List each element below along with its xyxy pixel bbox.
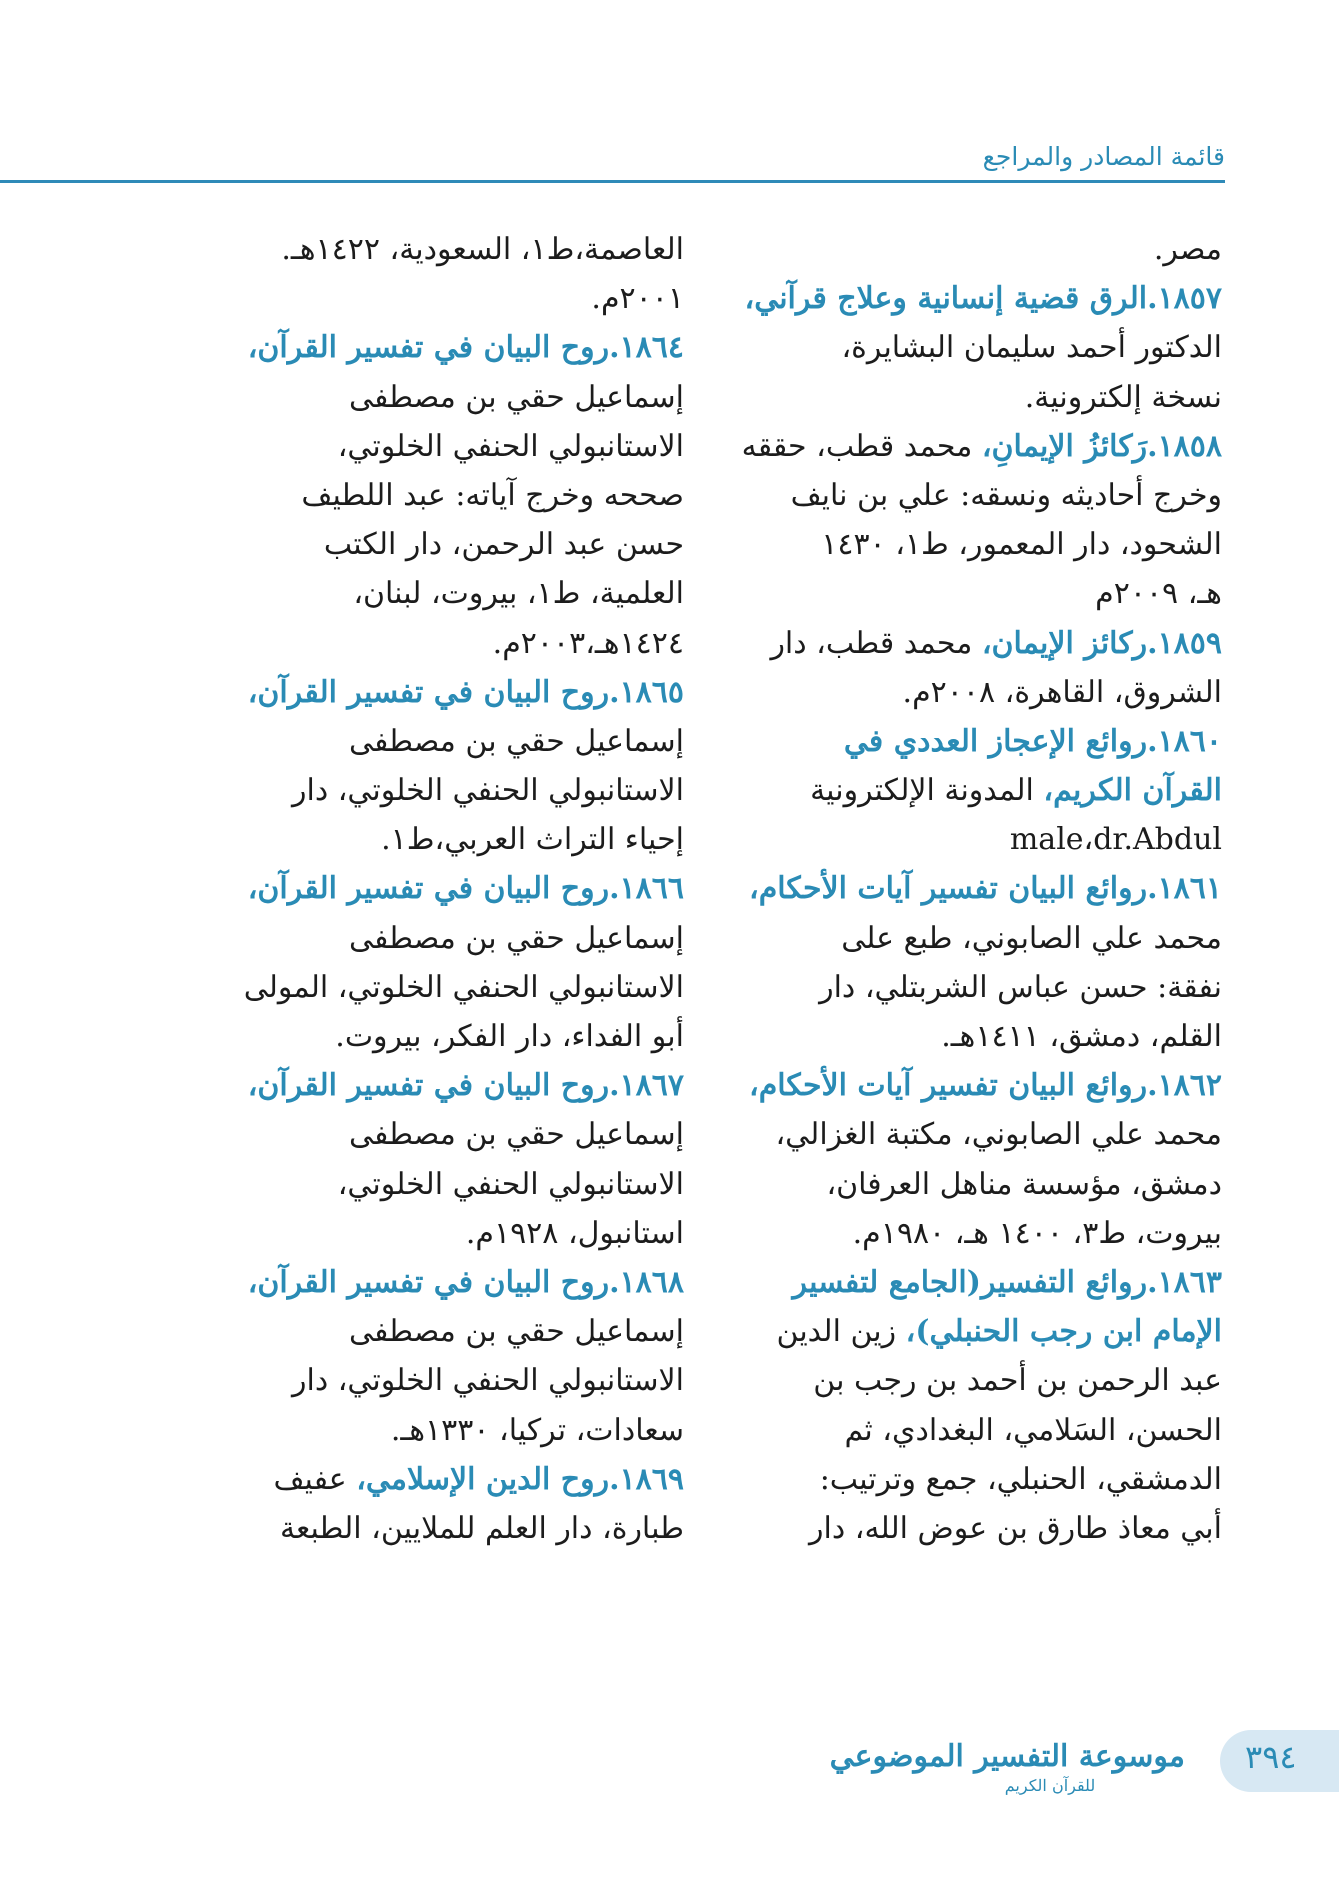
- line-text: طبارة، دار العلم للملايين، الطبعة: [279, 1510, 684, 1546]
- right-column-line: [744, 766, 1222, 815]
- line-text: العاصمة،ط١، السعودية، ١٤٢٢هـ.: [281, 232, 684, 267]
- right-column-line: [744, 717, 1222, 766]
- entry-title: روائع التفسير(الجامع لتفسير: [792, 1264, 1148, 1300]
- left-column-line: [214, 274, 684, 323]
- right-column-line: [744, 1406, 1222, 1455]
- line-text: الاستانبولي الحنفي الخلوتي،: [337, 1166, 684, 1202]
- left-column-line: [214, 668, 684, 717]
- line-text: العلمية، ط١، بيروت، لبنان،: [353, 576, 684, 612]
- left-column-line: [214, 1406, 684, 1455]
- line-text: هـ، ٢٠٠٩م: [1095, 576, 1222, 612]
- entry-title: الإمام ابن رجب الحنبلي)،: [905, 1314, 1222, 1350]
- left-column-line: [214, 520, 684, 569]
- right-column: [741, 225, 1222, 1553]
- entry-title: روح البيان في تفسير القرآن،: [247, 1264, 610, 1300]
- right-column-line: [744, 1160, 1222, 1209]
- entry-number: ١٨٦٤.: [609, 330, 684, 366]
- left-column-line: [214, 1258, 684, 1307]
- line-text: الاستانبولي الحنفي الخلوتي،: [337, 428, 684, 464]
- right-column-line: [744, 1356, 1222, 1405]
- right-column-line: [744, 373, 1222, 422]
- entry-text: محمد قطب، دار: [770, 625, 982, 661]
- left-column-line: [214, 471, 684, 520]
- entry-text: عفيف: [273, 1461, 357, 1497]
- line-text: نسخة إلكترونية.: [1024, 379, 1222, 415]
- entry-text: محمد قطب، حققه: [741, 428, 982, 464]
- right-column-line: [744, 815, 1222, 864]
- left-column-line: [214, 864, 684, 913]
- right-column-line: [744, 1455, 1222, 1504]
- entry-title: روائع البيان تفسير آيات الأحكام،: [749, 1068, 1148, 1104]
- line-text: الدمشقي، الحنبلي، جمع وترتيب:: [819, 1461, 1222, 1497]
- right-column-line: [744, 1209, 1222, 1258]
- line-text: استانبول، ١٩٢٨م.: [465, 1215, 684, 1251]
- line-text: محمد علي الصابوني، طبع على: [841, 920, 1222, 956]
- entry-number: ١٨٦٩.: [609, 1461, 684, 1497]
- left-column-line: [214, 766, 684, 815]
- entry-title: رَكائزُ الإيمانِ،: [981, 428, 1148, 464]
- entry-number: ١٨٦٠.: [1147, 723, 1222, 759]
- right-column-line: [744, 1061, 1222, 1110]
- line-text: نفقة: حسن عباس الشربتلي، دار: [819, 969, 1222, 1005]
- left-column-line: [214, 619, 684, 668]
- line-text: سعادات، تركيا، ١٣٣٠هـ.: [390, 1412, 684, 1448]
- line-text: مصر.: [1153, 232, 1222, 267]
- right-column-line: [744, 1504, 1222, 1553]
- entry-number: ١٨٦٥.: [609, 674, 684, 710]
- left-column-line: [214, 1110, 684, 1159]
- left-column-line: [214, 1209, 684, 1258]
- right-column-line: [744, 1110, 1222, 1159]
- line-text: ٢٠٠١م.: [591, 281, 684, 317]
- entry-title: روائع البيان تفسير آيات الأحكام،: [749, 871, 1148, 907]
- entry-title: روح البيان في تفسير القرآن،: [247, 674, 610, 710]
- entry-number: ١٨٥٨.: [1147, 428, 1222, 464]
- entry-title: الرق قضية إنسانية وعلاج قرآني،: [744, 281, 1148, 317]
- line-text: male،dr.Abdul: [1009, 822, 1222, 858]
- entry-text: زين الدين: [776, 1314, 906, 1350]
- left-column-line: [214, 373, 684, 422]
- right-column-line: [744, 1258, 1222, 1307]
- logo-main-text: موسوعة التفسير الموضوعي: [829, 1739, 1185, 1774]
- entry-number: ١٨٦٨.: [609, 1264, 684, 1300]
- line-text: الاستانبولي الحنفي الخلوتي، دار: [292, 773, 684, 809]
- line-text: ١٤٢٤هـ،٢٠٠٣م.: [492, 625, 684, 661]
- entry-text: المدونة الإلكترونية: [810, 773, 1044, 809]
- right-column-line: [744, 569, 1222, 618]
- right-column-line: [744, 619, 1222, 668]
- left-column-line: [214, 422, 684, 471]
- entry-number: ١٨٦٦.: [609, 871, 684, 907]
- line-text: عبد الرحمن بن أحمد بن رجب بن: [813, 1363, 1222, 1399]
- line-text: أبو الفداء، دار الفكر، بيروت.: [335, 1019, 684, 1054]
- entry-number: ١٨٦٢.: [1147, 1068, 1222, 1104]
- line-text: حسن عبد الرحمن، دار الكتب: [323, 527, 684, 563]
- entry-title: روح البيان في تفسير القرآن،: [247, 871, 610, 907]
- left-column-line: [214, 1160, 684, 1209]
- line-text: دمشق، مؤسسة مناهل العرفان،: [826, 1166, 1222, 1202]
- entry-title: روائع الإعجاز العددي في: [843, 723, 1148, 759]
- encyclopedia-logo: [829, 1738, 1185, 1818]
- line-text: القلم، دمشق، ١٤١١هـ.: [941, 1019, 1222, 1054]
- left-column-line: [214, 963, 684, 1012]
- line-text: صححه وخرج آياته: عبد اللطيف: [301, 477, 684, 513]
- right-column-line: [744, 963, 1222, 1012]
- left-column-line: [214, 1307, 684, 1356]
- entry-number: ١٨٦١.: [1147, 871, 1222, 907]
- entry-title: روح الدين الإسلامي،: [356, 1461, 610, 1497]
- entry-number: ١٨٥٧.: [1147, 281, 1222, 317]
- right-column-line: [744, 520, 1222, 569]
- line-text: إسماعيل حقي بن مصطفى: [348, 723, 684, 759]
- line-text: الدكتور أحمد سليمان البشايرة،: [841, 330, 1222, 366]
- entry-number: ١٨٥٩.: [1147, 625, 1222, 661]
- right-column-line: [744, 668, 1222, 717]
- line-text: الاستانبولي الحنفي الخلوتي، دار: [292, 1363, 684, 1399]
- entry-title: روح البيان في تفسير القرآن،: [247, 330, 610, 366]
- right-column-line: [741, 422, 1222, 471]
- entry-number: ١٨٦٧.: [609, 1068, 684, 1104]
- left-column-line: [214, 323, 684, 372]
- page-number: ٣٩٤: [1245, 1738, 1297, 1776]
- right-column-line: [744, 323, 1222, 372]
- left-column-line: [214, 914, 684, 963]
- page-header-title: قائمة المصادر والمراجع: [982, 142, 1225, 171]
- line-text: الاستانبولي الحنفي الخلوتي، المولى: [243, 969, 684, 1005]
- right-column-line: [744, 471, 1222, 520]
- line-text: الشروق، القاهرة، ٢٠٠٨م.: [902, 674, 1222, 710]
- entry-title: ركائز الإيمان،: [981, 625, 1148, 661]
- logo-sub-text: للقرآن الكريم: [1004, 1776, 1096, 1795]
- right-column-line: [744, 1012, 1222, 1061]
- left-column: [214, 225, 684, 1553]
- line-text: أبي معاذ طارق بن عوض الله، دار: [809, 1510, 1222, 1546]
- right-column-line: [744, 274, 1222, 323]
- left-column-line: [214, 717, 684, 766]
- right-column-line: [744, 914, 1222, 963]
- right-column-line: [744, 225, 1222, 274]
- left-column-line: [214, 1356, 684, 1405]
- right-column-line: [744, 864, 1222, 913]
- line-text: إحياء التراث العربي،ط١.: [381, 822, 684, 858]
- line-text: وخرج أحاديثه ونسقه: علي بن نايف: [790, 477, 1222, 513]
- header-rule: [0, 180, 1225, 183]
- line-text: إسماعيل حقي بن مصطفى: [348, 920, 684, 956]
- line-text: بيروت، ط٣، ١٤٠٠ هـ، ١٩٨٠م.: [852, 1215, 1222, 1251]
- entry-number: ١٨٦٣.: [1147, 1264, 1222, 1300]
- left-column-line: [214, 569, 684, 618]
- line-text: الشحود، دار المعمور، ط١، ١٤٣٠: [821, 527, 1222, 563]
- left-column-line: [214, 815, 684, 864]
- left-column-line: [214, 1455, 684, 1504]
- left-column-line: [214, 1061, 684, 1110]
- entry-title: روح البيان في تفسير القرآن،: [247, 1068, 610, 1104]
- entry-title: القرآن الكريم،: [1043, 773, 1222, 809]
- left-column-line: [214, 225, 684, 274]
- left-column-line: [214, 1012, 684, 1061]
- line-text: إسماعيل حقي بن مصطفى: [348, 1117, 684, 1153]
- line-text: إسماعيل حقي بن مصطفى: [348, 1314, 684, 1350]
- line-text: الحسن، السَلامي، البغدادي، ثم: [844, 1412, 1222, 1448]
- line-text: محمد علي الصابوني، مكتبة الغزالي،: [775, 1117, 1222, 1153]
- right-column-line: [744, 1307, 1222, 1356]
- line-text: إسماعيل حقي بن مصطفى: [348, 379, 684, 415]
- left-column-line: [214, 1504, 684, 1553]
